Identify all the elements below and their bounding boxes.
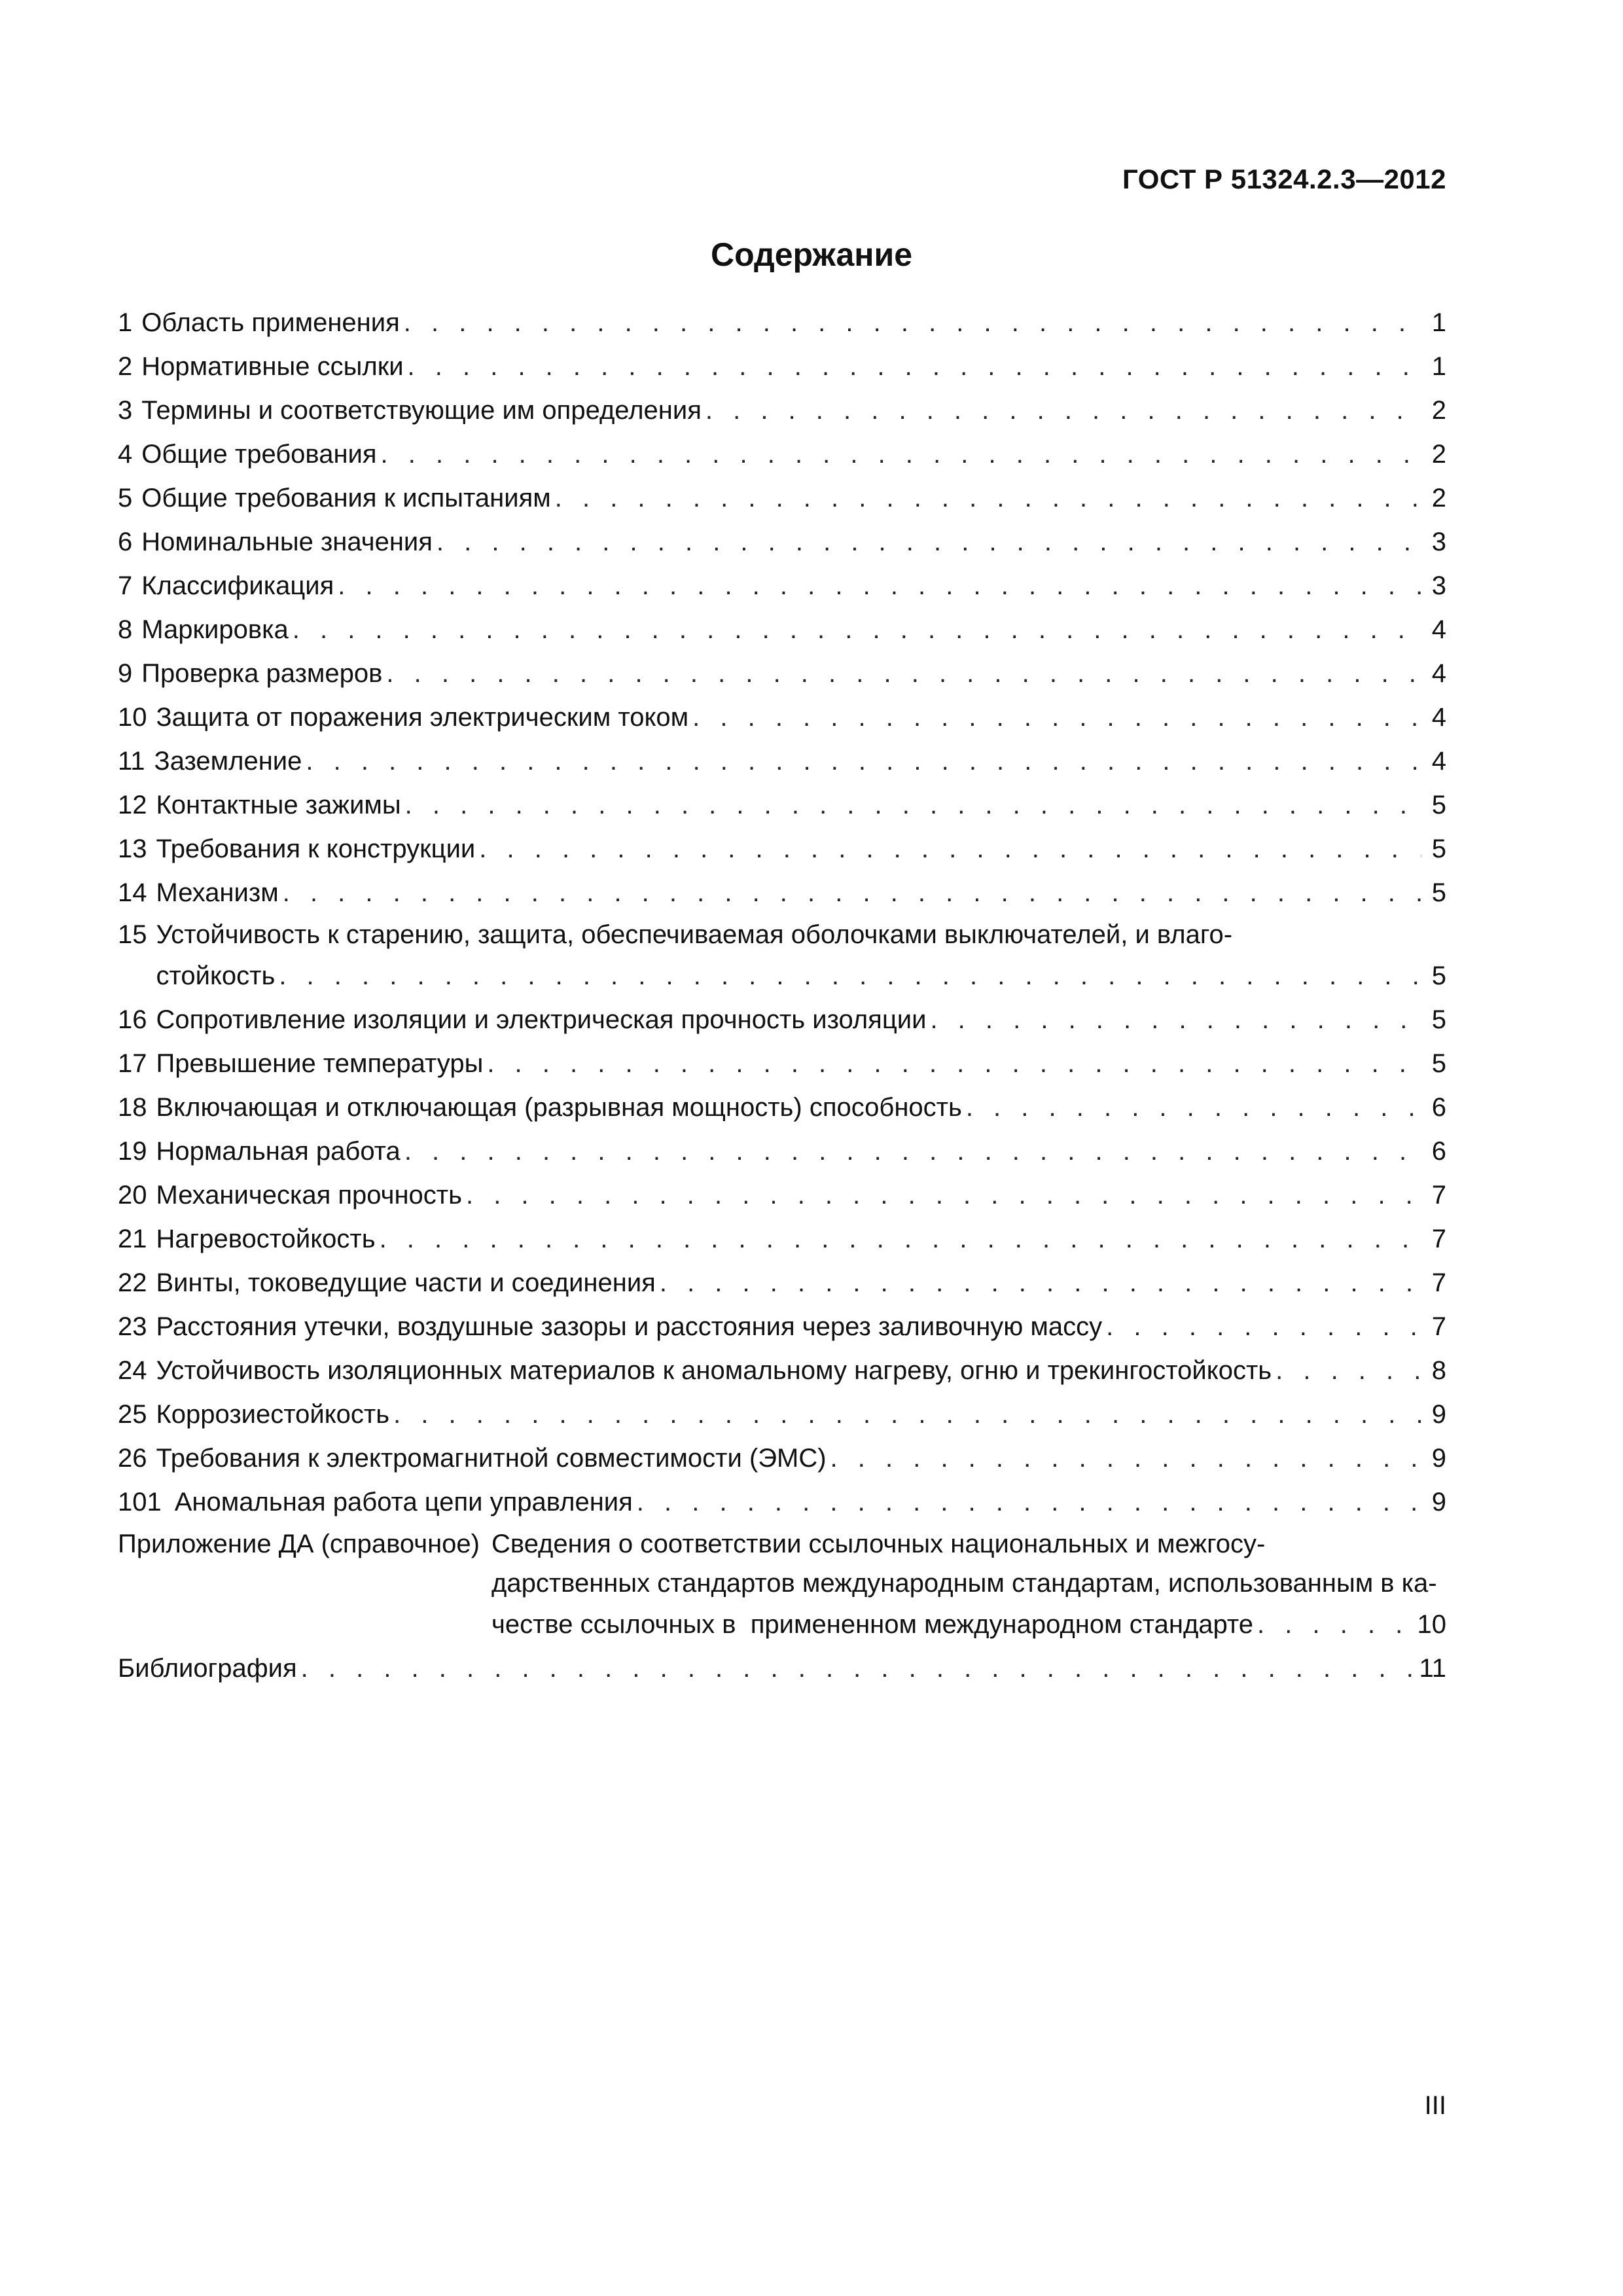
toc-entry-page: 6 [1431, 1137, 1446, 1166]
dot-leader [306, 740, 1421, 783]
toc-entry-label: Общие требования [141, 440, 377, 469]
toc-entry-page: 5 [1431, 1005, 1446, 1034]
toc-entry-24[interactable] [118, 1349, 1446, 1393]
toc-entry-page: 1 [1431, 352, 1446, 381]
toc-entry-page: 7 [1431, 1268, 1446, 1297]
page-number: III [1424, 2091, 1446, 2120]
toc-entry-label: Маркировка [141, 615, 289, 644]
dot-leader [437, 520, 1421, 564]
toc-entry-number: 22 [118, 1268, 147, 1297]
toc-entry-5[interactable] [118, 476, 1446, 520]
toc-entry-label: Термины и соответствующие им определения [141, 396, 702, 425]
toc-entry-page: 9 [1431, 1400, 1446, 1429]
toc-entry-page: 4 [1431, 615, 1446, 644]
toc-entry-label: Включающая и отключающая (разрывная мощность) способность [156, 1093, 962, 1122]
toc-entry-label: Нормальная работа [156, 1137, 401, 1166]
toc-entry-number: 2 [118, 352, 133, 381]
dot-leader [393, 1393, 1421, 1437]
toc-entry-number: 13 [118, 834, 147, 863]
dot-leader [830, 1437, 1421, 1480]
dot-leader [705, 389, 1421, 433]
toc-entry-page: 5 [1431, 878, 1446, 907]
toc-entry-page: 3 [1431, 571, 1446, 600]
toc-entry-number: 8 [118, 615, 133, 644]
toc-entry-15[interactable] [118, 915, 1446, 998]
toc-entry-number: 19 [118, 1137, 147, 1166]
toc-entry-11[interactable] [118, 740, 1446, 783]
toc-entry-label: Классификация [141, 571, 334, 600]
dot-leader [479, 827, 1421, 871]
toc-entry-label: Библиография [118, 1654, 297, 1683]
toc-entry-25[interactable] [118, 1393, 1446, 1437]
toc-entry-page: 7 [1431, 1181, 1446, 1210]
toc-entry-10[interactable] [118, 696, 1446, 740]
dot-leader [1275, 1349, 1421, 1393]
toc-entry-page: 11 [1419, 1654, 1446, 1683]
dot-leader [966, 1086, 1421, 1130]
dot-leader [637, 1480, 1421, 1524]
toc-entry-6[interactable] [118, 520, 1446, 564]
toc-entry-19[interactable] [118, 1130, 1446, 1174]
toc-entry-page: 7 [1431, 1312, 1446, 1341]
toc-entry-annex-da[interactable] [118, 1524, 1446, 1647]
toc-entry-label-line1: Устойчивость к старению, защита, обеспечиваемая оболочками выключателей, и влаго- [156, 920, 1233, 949]
toc-entry-label: Сопротивление изоляции и электрическая прочность изоляции [156, 1005, 927, 1034]
toc-entry-2[interactable] [118, 345, 1446, 389]
toc-entry-20[interactable] [118, 1174, 1446, 1217]
dot-leader [487, 1042, 1421, 1086]
toc-entry-page: 1 [1431, 308, 1446, 337]
toc-entry-16[interactable] [118, 998, 1446, 1042]
toc-entry-number: 7 [118, 571, 133, 600]
toc-entry-label: Устойчивость изоляционных материалов к аномальному нагреву, огню и трекингостойкость [156, 1356, 1272, 1385]
toc-entry-page: 9 [1431, 1444, 1446, 1473]
toc-entry-number: 12 [118, 791, 147, 819]
toc-entry-number: 10 [118, 703, 147, 732]
toc-entry-label: Механизм [156, 878, 279, 907]
toc-entry-number: 6 [118, 528, 133, 556]
dot-leader [692, 696, 1421, 740]
toc-entry-number: 101 [118, 1488, 162, 1516]
toc-entry-page: 2 [1431, 484, 1446, 512]
toc-entry-number: 3 [118, 396, 133, 425]
dot-leader [301, 1647, 1416, 1691]
toc-entry-label: Требования к конструкции [156, 834, 476, 863]
toc-entry-label: Нормативные ссылки [141, 352, 404, 381]
dot-leader [404, 1130, 1421, 1174]
toc-entry-label: Общие требования к испытаниям [141, 484, 551, 512]
dot-leader [381, 433, 1421, 476]
toc-entry-label: Коррозиестойкость [156, 1400, 390, 1429]
toc-entry-label-line2: стойкость [156, 961, 276, 990]
toc-entry-4[interactable] [118, 433, 1446, 476]
toc-entry-number: 20 [118, 1181, 147, 1210]
toc-entry-page: 7 [1431, 1225, 1446, 1253]
document-code: ГОСТ Р 51324.2.3—2012 [1122, 164, 1446, 194]
toc-entry-number: 5 [118, 484, 133, 512]
dot-leader [1257, 1603, 1413, 1647]
dot-leader [380, 1217, 1421, 1261]
dot-leader [404, 301, 1421, 345]
toc-entry-label: Нагревостойкость [156, 1225, 376, 1253]
toc-entry-number: 1 [118, 308, 133, 337]
table-of-contents [118, 301, 1446, 1691]
toc-entry-page: 5 [1431, 791, 1446, 819]
toc-entry-number: 26 [118, 1444, 147, 1473]
dot-leader [279, 954, 1421, 998]
dot-leader [405, 783, 1421, 827]
toc-entry-label: Защита от поражения электрическим током [156, 703, 689, 732]
annex-title-line3: честве ссылочных в примененном международном стандарте [491, 1610, 1254, 1639]
toc-entry-label: Контактные зажимы [156, 791, 401, 819]
toc-entry-label: Аномальная работа цепи управления [174, 1488, 633, 1516]
toc-entry-18[interactable] [118, 1086, 1446, 1130]
toc-entry-page: 4 [1431, 747, 1446, 776]
dot-leader [555, 476, 1421, 520]
toc-entry-page: 5 [1431, 961, 1446, 990]
annex-title-line2: дарственных стандартов международным стандартам, использованным в ка- [491, 1569, 1437, 1598]
toc-entry-26[interactable] [118, 1437, 1446, 1480]
toc-entry-1[interactable] [118, 301, 1446, 345]
toc-entry-number: 16 [118, 1005, 147, 1034]
toc-title: Содержание [710, 236, 913, 273]
toc-entry-number: 17 [118, 1049, 147, 1078]
dot-leader [386, 652, 1421, 696]
dot-leader [338, 564, 1421, 608]
toc-entry-7[interactable] [118, 564, 1446, 608]
toc-entry-page: 9 [1431, 1488, 1446, 1516]
toc-entry-label: Заземление [154, 747, 302, 776]
toc-entry-page: 3 [1431, 528, 1446, 556]
toc-entry-number: 18 [118, 1093, 147, 1122]
toc-entry-page: 2 [1431, 440, 1446, 469]
toc-entry-3[interactable] [118, 389, 1446, 433]
toc-entry-number: 15 [118, 920, 147, 949]
toc-entry-page: 2 [1431, 396, 1446, 425]
toc-entry-label: Область применения [141, 308, 400, 337]
toc-entry-number: 25 [118, 1400, 147, 1429]
toc-entry-label: Расстояния утечки, воздушные зазоры и расстояния через заливочную массу [156, 1312, 1103, 1341]
toc-entry-101[interactable] [118, 1480, 1446, 1524]
toc-entry-number: 23 [118, 1312, 147, 1341]
toc-entry-page: 4 [1431, 703, 1446, 732]
toc-entry-page: 5 [1431, 834, 1446, 863]
toc-entry-number: 9 [118, 659, 133, 688]
toc-entry-13[interactable] [118, 827, 1446, 871]
toc-entry-page: 4 [1431, 659, 1446, 688]
toc-entry-9[interactable] [118, 652, 1446, 696]
toc-entry-14[interactable] [118, 871, 1446, 915]
toc-entry-page: 10 [1417, 1610, 1446, 1639]
toc-entry-number: 11 [118, 747, 145, 776]
toc-entry-label: Требования к электромагнитной совместимости (ЭМС) [156, 1444, 827, 1473]
toc-entry-number: 4 [118, 440, 133, 469]
annex-title-line1: Сведения о соответствии ссылочных национальных и межгосу- [491, 1530, 1266, 1558]
dot-leader [466, 1174, 1421, 1217]
dot-leader [408, 345, 1421, 389]
toc-entry-17[interactable] [118, 1042, 1446, 1086]
toc-entry-12[interactable] [118, 783, 1446, 827]
toc-entry-bibliography[interactable] [118, 1647, 1446, 1691]
toc-entry-label: Проверка размеров [141, 659, 383, 688]
dot-leader [293, 608, 1421, 652]
dot-leader [660, 1261, 1421, 1305]
toc-entry-page: 5 [1431, 1049, 1446, 1078]
dot-leader [1106, 1305, 1421, 1349]
toc-entry-page: 8 [1431, 1356, 1446, 1385]
dot-leader [283, 871, 1421, 915]
dot-leader [930, 998, 1421, 1042]
toc-entry-8[interactable] [118, 608, 1446, 652]
toc-entry-label: Превышение температуры [156, 1049, 484, 1078]
toc-entry-label: Номинальные значения [141, 528, 433, 556]
annex-prefix: Приложение ДА (справочное) [118, 1530, 480, 1558]
toc-entry-22[interactable] [118, 1261, 1446, 1305]
toc-entry-number: 24 [118, 1356, 147, 1385]
toc-entry-23[interactable] [118, 1305, 1446, 1349]
toc-entry-number: 14 [118, 878, 147, 907]
toc-entry-label: Винты, токоведущие части и соединения [156, 1268, 656, 1297]
toc-entry-number: 21 [118, 1225, 147, 1253]
toc-entry-21[interactable] [118, 1217, 1446, 1261]
toc-entry-label: Механическая прочность [156, 1181, 462, 1210]
toc-entry-page: 6 [1431, 1093, 1446, 1122]
